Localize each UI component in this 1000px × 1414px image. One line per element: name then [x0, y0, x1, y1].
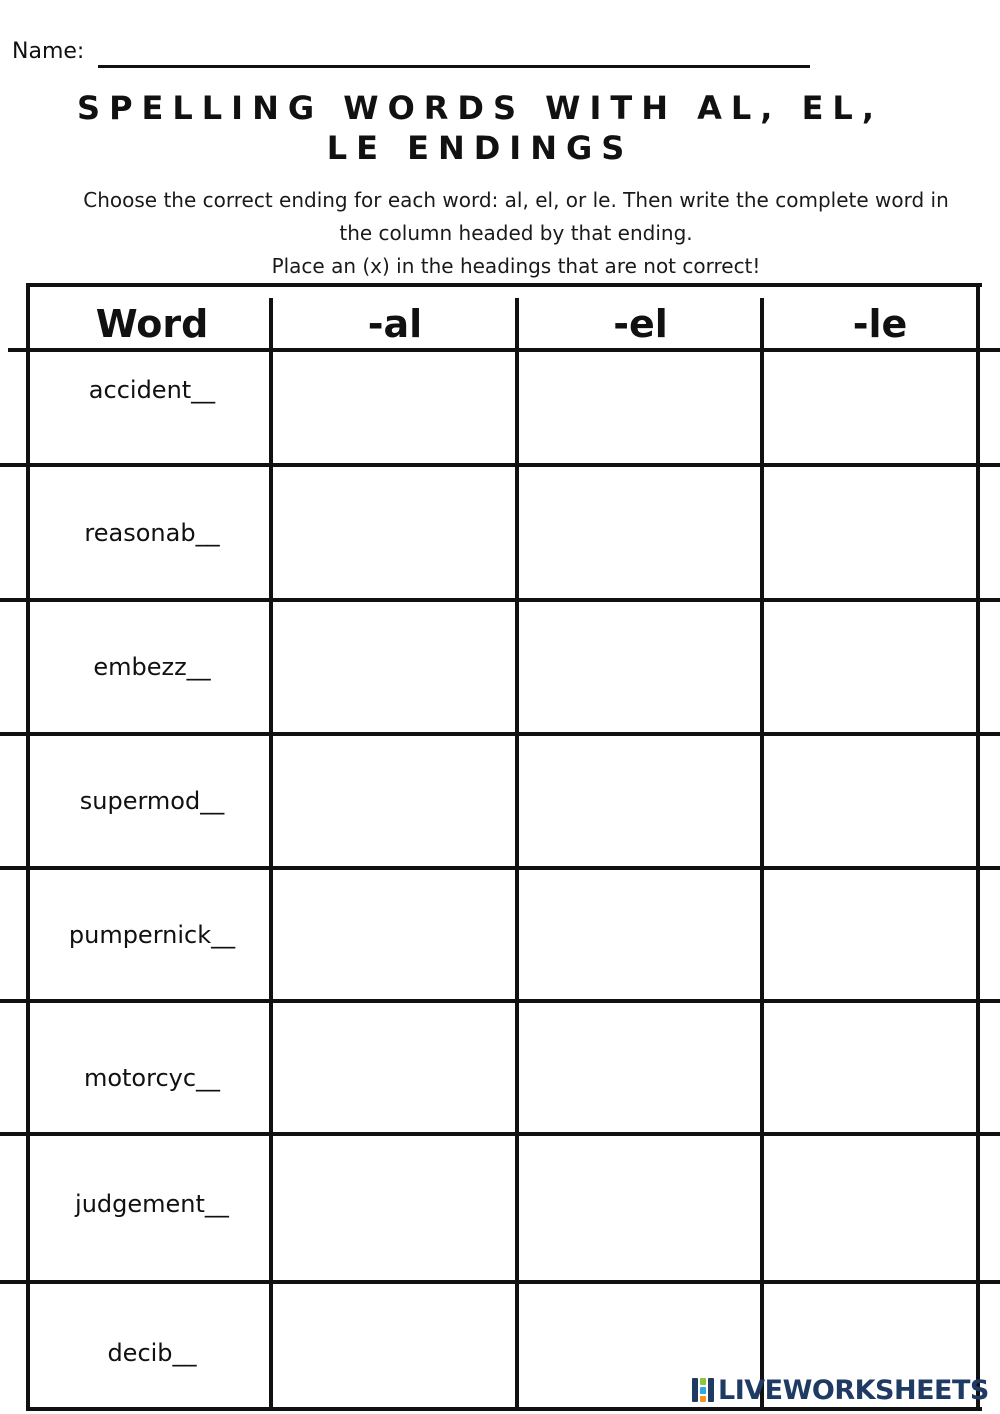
answer-cell[interactable]	[519, 736, 760, 866]
word-reasonab: reasonab__	[84, 519, 220, 547]
answer-cell[interactable]	[273, 602, 515, 732]
answer-cell[interactable]	[764, 467, 976, 598]
answer-cell[interactable]	[519, 352, 760, 463]
answer-cell[interactable]	[764, 1284, 976, 1374]
table-right-border	[976, 283, 980, 1411]
answer-cell[interactable]	[273, 870, 515, 999]
answer-cell[interactable]	[273, 1136, 515, 1280]
answer-cell[interactable]	[273, 736, 515, 866]
table-left-border	[26, 283, 30, 1411]
worksheet-title: SPELLING WORDS WITH AL, EL, LE ENDINGS	[77, 89, 883, 167]
header-le[interactable]: -le	[852, 302, 908, 346]
word-supermod: supermod__	[79, 787, 225, 815]
answer-cell[interactable]	[273, 1003, 515, 1132]
answer-cell[interactable]	[764, 602, 976, 732]
word-pumpernick: pumpernick__	[68, 921, 236, 949]
answer-cell[interactable]	[519, 602, 760, 732]
header-word: Word	[95, 302, 209, 346]
liveworksheets-brand	[692, 1375, 989, 1405]
word-embezz: embezz__	[93, 653, 211, 681]
answer-cell[interactable]	[764, 870, 976, 999]
answer-cell[interactable]	[273, 352, 515, 463]
table-top-border	[26, 283, 982, 287]
liveworksheets-wordmark: LIVEWORKSHEETS	[718, 1374, 989, 1406]
word-accident: accident__	[88, 376, 216, 404]
word-decib: decib__	[107, 1339, 197, 1367]
word-judgement: judgement__	[75, 1190, 229, 1218]
word-motorcyc: motorcyc__	[83, 1064, 221, 1092]
instruction-line-1: Choose the correct ending for each word: al, el, or le. Then write the complete word in the column headed by that ending.	[83, 188, 949, 245]
table-bottom-border	[26, 1407, 982, 1411]
name-label: Name:	[12, 39, 85, 64]
answer-cell[interactable]	[519, 1136, 760, 1280]
answer-cell[interactable]	[519, 1003, 760, 1132]
header-al[interactable]: -al	[367, 302, 423, 346]
answer-cell[interactable]	[273, 1284, 515, 1407]
liveworksheets-logo-icon	[692, 1378, 714, 1402]
instruction-line-2: Place an (x) in the headings that are not correct!	[271, 254, 761, 278]
answer-cell[interactable]	[519, 467, 760, 598]
answer-cell[interactable]	[273, 467, 515, 598]
answer-cell[interactable]	[764, 352, 976, 463]
answer-cell[interactable]	[764, 1003, 976, 1132]
answer-cell[interactable]	[764, 1136, 976, 1280]
answer-cell[interactable]	[519, 870, 760, 999]
header-el[interactable]: -el	[613, 302, 668, 346]
answer-cell[interactable]	[764, 736, 976, 866]
